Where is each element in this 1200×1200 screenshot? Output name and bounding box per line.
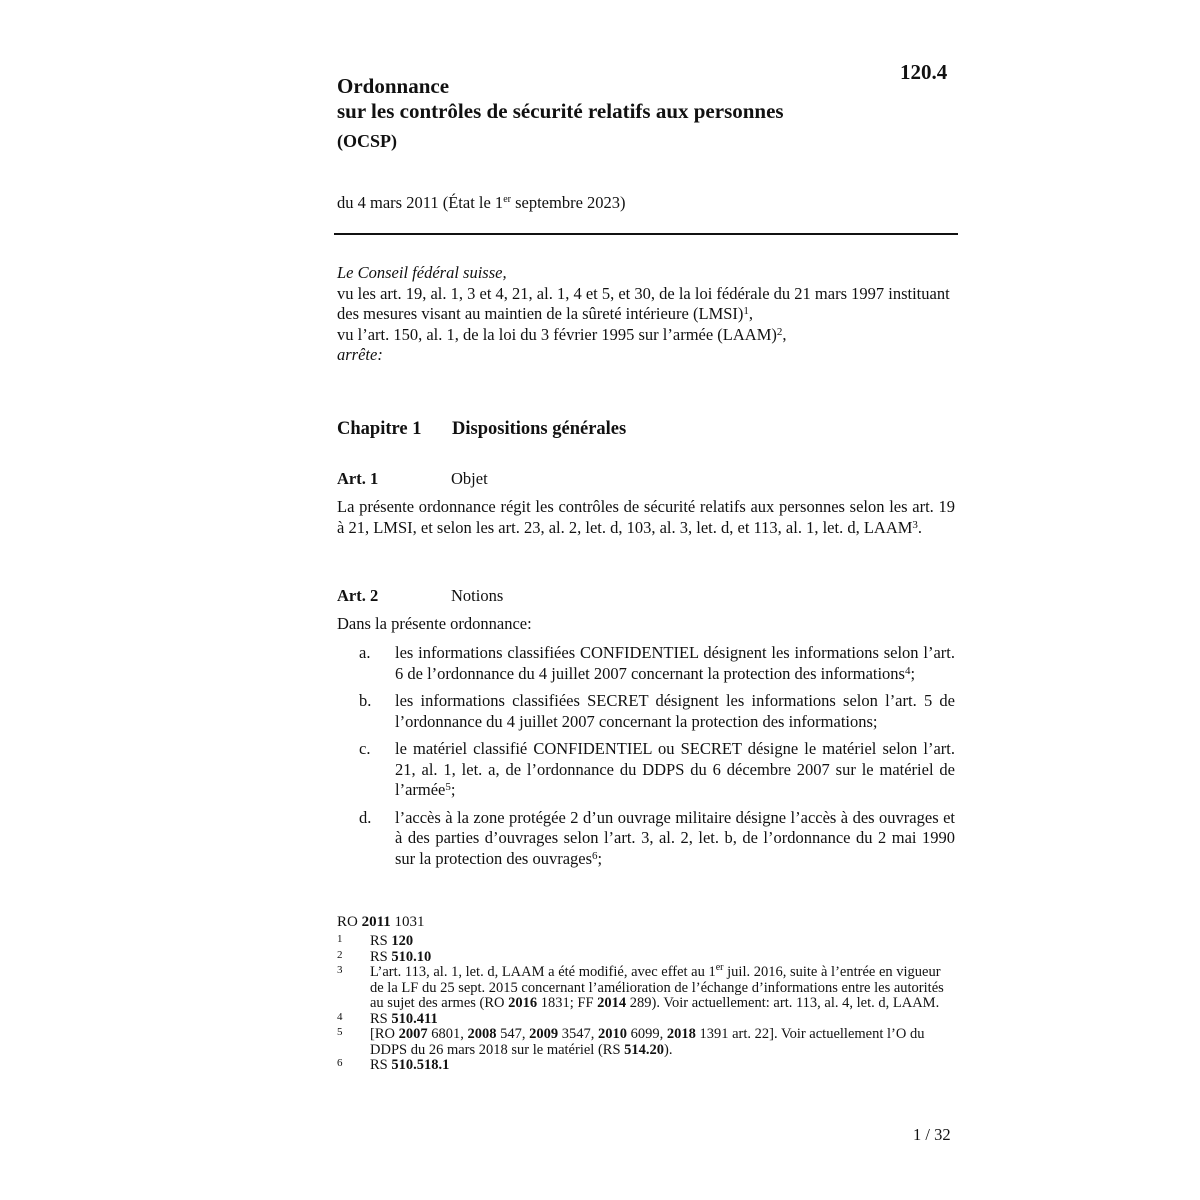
footnote-bold: 510.411 (391, 1010, 438, 1027)
footnote-text: 289). Voir actuellement: art. 113, al. 4, let. d, LAAM. (626, 995, 940, 1011)
footnote-text: RS (370, 948, 392, 965)
list-item-end: ; (910, 663, 916, 683)
footnote-ref-2[interactable]: 2 (776, 325, 783, 338)
footnote-bold: 2007 (398, 1026, 428, 1042)
footnote-4 (337, 1012, 957, 1028)
article-2-heading (337, 586, 503, 606)
footnote-number: 3 (337, 964, 343, 976)
header-divider (334, 233, 958, 235)
footnote-number: 1 (337, 933, 343, 945)
footnote-number: 2 (337, 948, 343, 961)
footnote-text: 3547, (558, 1026, 598, 1042)
footnote-bold: 2018 (666, 1026, 696, 1042)
ro-prefix: RO (337, 914, 362, 930)
article-1-title: Objet (451, 469, 488, 488)
chapter-title: Dispositions générales (452, 419, 627, 439)
list-item (337, 808, 955, 870)
list-item (337, 739, 955, 801)
date-suffix: septembre 2023) (510, 193, 626, 212)
list-item (337, 691, 955, 732)
footnote-text: 547, (496, 1026, 530, 1042)
article-1-heading (337, 469, 488, 489)
footnote-3 (337, 962, 957, 1012)
article-2-title: Notions (451, 586, 504, 605)
date-prefix: du 4 mars 2011 (État le 1 (337, 193, 504, 212)
preamble (337, 263, 967, 366)
footnote-bold: 2014 (597, 995, 627, 1011)
footnote-text: L’art. 113, al. 1, let. d, LAAM a été modifié, avec effet au 1 (370, 964, 716, 980)
preamble-basis-2-end: , (782, 324, 787, 344)
footnote-2 (337, 950, 957, 966)
sr-number: 120.4 (900, 60, 948, 84)
footnote-bold: 120 (391, 933, 414, 949)
article-1-end: . (917, 517, 923, 537)
article-2-number: Art. 2 (337, 586, 379, 605)
footnote-bold: 514.20 (624, 1041, 665, 1058)
article-1-text (337, 497, 955, 538)
list-item-text: les informations classifiées SECRET désignent les informations selon l’art. 5 de l’ordonnance du 4 juillet 2007 concernant la protection des informations; (395, 691, 955, 731)
footnote-ref-6[interactable]: 6 (592, 849, 598, 862)
footnote-6 (337, 1058, 957, 1074)
footnote-bold: 510.10 (391, 948, 432, 965)
footnote-number: 5 (337, 1026, 343, 1038)
footnote-bold: 2016 (508, 995, 538, 1011)
preamble-basis-1-text: vu les art. 19, al. 1, 3 et 4, 21, al. 1, 4 et 5, et 30, de la loi fédérale du 21 mars 1997 instituant des mesures visant au maintien de la sûreté intérieure (LMSI) (337, 283, 950, 323)
footnote-text: 1831; FF (537, 995, 598, 1011)
footnotes (337, 934, 957, 1074)
list-item-text: les informations classifiées CONFIDENTIEL désignent les informations selon l’art. 6 de l’ordonnance du 4 juillet 2007 concernant la protection des informations (395, 643, 955, 683)
ro-page: 1031 (390, 914, 425, 930)
footnote-ref-5[interactable]: 5 (445, 781, 451, 793)
footnote-text: [RO (370, 1026, 399, 1042)
footnote-number: 4 (337, 1010, 343, 1023)
list-item-text: l’accès à la zone protégée 2 d’un ouvrage militaire désigne l’accès à des ouvrages et à des parties d’ouvrages selon l’art. 3, al. 2, let. b, de l’ordonnance du 2 mai 1990 sur la protection des ouvrages (395, 807, 955, 868)
article-1-body: La présente ordonnance régit les contrôles de sécurité relatifs aux personnes selon les art. 19 à 21, LMSI, et selon les art. 23, al. 2, let. d, 103, al. 3, let. d, et 113, al. 1, let. d, LAAM (337, 497, 955, 537)
footnote-text: 6801, (427, 1026, 468, 1042)
footnote-ref-1[interactable]: 1 (743, 305, 749, 317)
definitions-list (337, 643, 955, 876)
footnote-bold: 2010 (597, 1026, 627, 1042)
list-item-end: ; (597, 848, 603, 868)
chapter-number: Chapitre 1 (337, 419, 422, 439)
official-compilation-reference (337, 914, 425, 931)
list-item-label: c. (359, 739, 371, 758)
preamble-basis-1-end: , (748, 304, 754, 323)
footnote-text: ). (664, 1041, 673, 1058)
document-title (337, 74, 784, 124)
page-number: 1 / 32 (913, 1125, 951, 1144)
footnote-bold: 2009 (529, 1026, 559, 1042)
footnote-text: juil. 2016, suite à l’entrée en vigueur de la LF du 25 sept. 2015 concernant l’amélioration de l’échange d’informations entre les autorités au sujet des armes (RO (370, 964, 944, 1011)
footnote-bold: 2008 (467, 1026, 497, 1042)
footnote-number: 6 (337, 1057, 343, 1069)
title-line-2: sur les contrôles de sécurité relatifs aux personnes (337, 99, 784, 123)
preamble-basis-1 (337, 284, 967, 325)
document-date (337, 193, 626, 213)
list-item-label: b. (359, 691, 372, 710)
list-item (337, 643, 955, 684)
preamble-decree: arrête: (337, 345, 383, 364)
list-item-text: le matériel classifié CONFIDENTIEL ou SECRET désigne le matériel selon l’art. 21, al. 1, let. a, de l’ordonnance du DDPS du 6 décembre 2007 sur le matériel de l’armée (395, 739, 955, 799)
footnote-text: 1391 art. 22]. Voir actuellement l’O du DDPS du 26 mars 2018 sur le matériel (RS (370, 1026, 925, 1058)
footnote-text: RS (370, 1010, 392, 1027)
chapter-heading (337, 419, 626, 440)
preamble-basis-2-text: vu l’art. 150, al. 1, de la loi du 3 février 1995 sur l’armée (LAAM) (337, 324, 777, 344)
ro-year: 2011 (361, 914, 391, 930)
article-1-number: Art. 1 (337, 469, 379, 488)
article-2-intro: Dans la présente ordonnance: (337, 614, 532, 633)
footnote-ref-4[interactable]: 4 (904, 664, 911, 677)
footnote-5 (337, 1027, 957, 1058)
date-superscript: er (503, 194, 511, 205)
footnote-ref-3[interactable]: 3 (912, 518, 918, 531)
document-abbreviation: (OCSP) (337, 131, 397, 151)
title-line-1: Ordonnance (337, 74, 450, 98)
footnote-text: 6099, (626, 1026, 667, 1042)
footnote-text: RS (370, 1057, 392, 1073)
footnote-1 (337, 934, 957, 950)
preamble-basis-2 (337, 325, 967, 346)
footnote-text: RS (370, 933, 392, 949)
list-item-label: a. (359, 643, 371, 662)
list-item-end: ; (450, 780, 456, 799)
list-item-label: d. (359, 807, 372, 827)
preamble-issuer: Le Conseil fédéral suisse, (337, 263, 507, 282)
footnote-superscript: er (715, 962, 724, 973)
footnote-bold: 510.518.1 (391, 1057, 450, 1073)
